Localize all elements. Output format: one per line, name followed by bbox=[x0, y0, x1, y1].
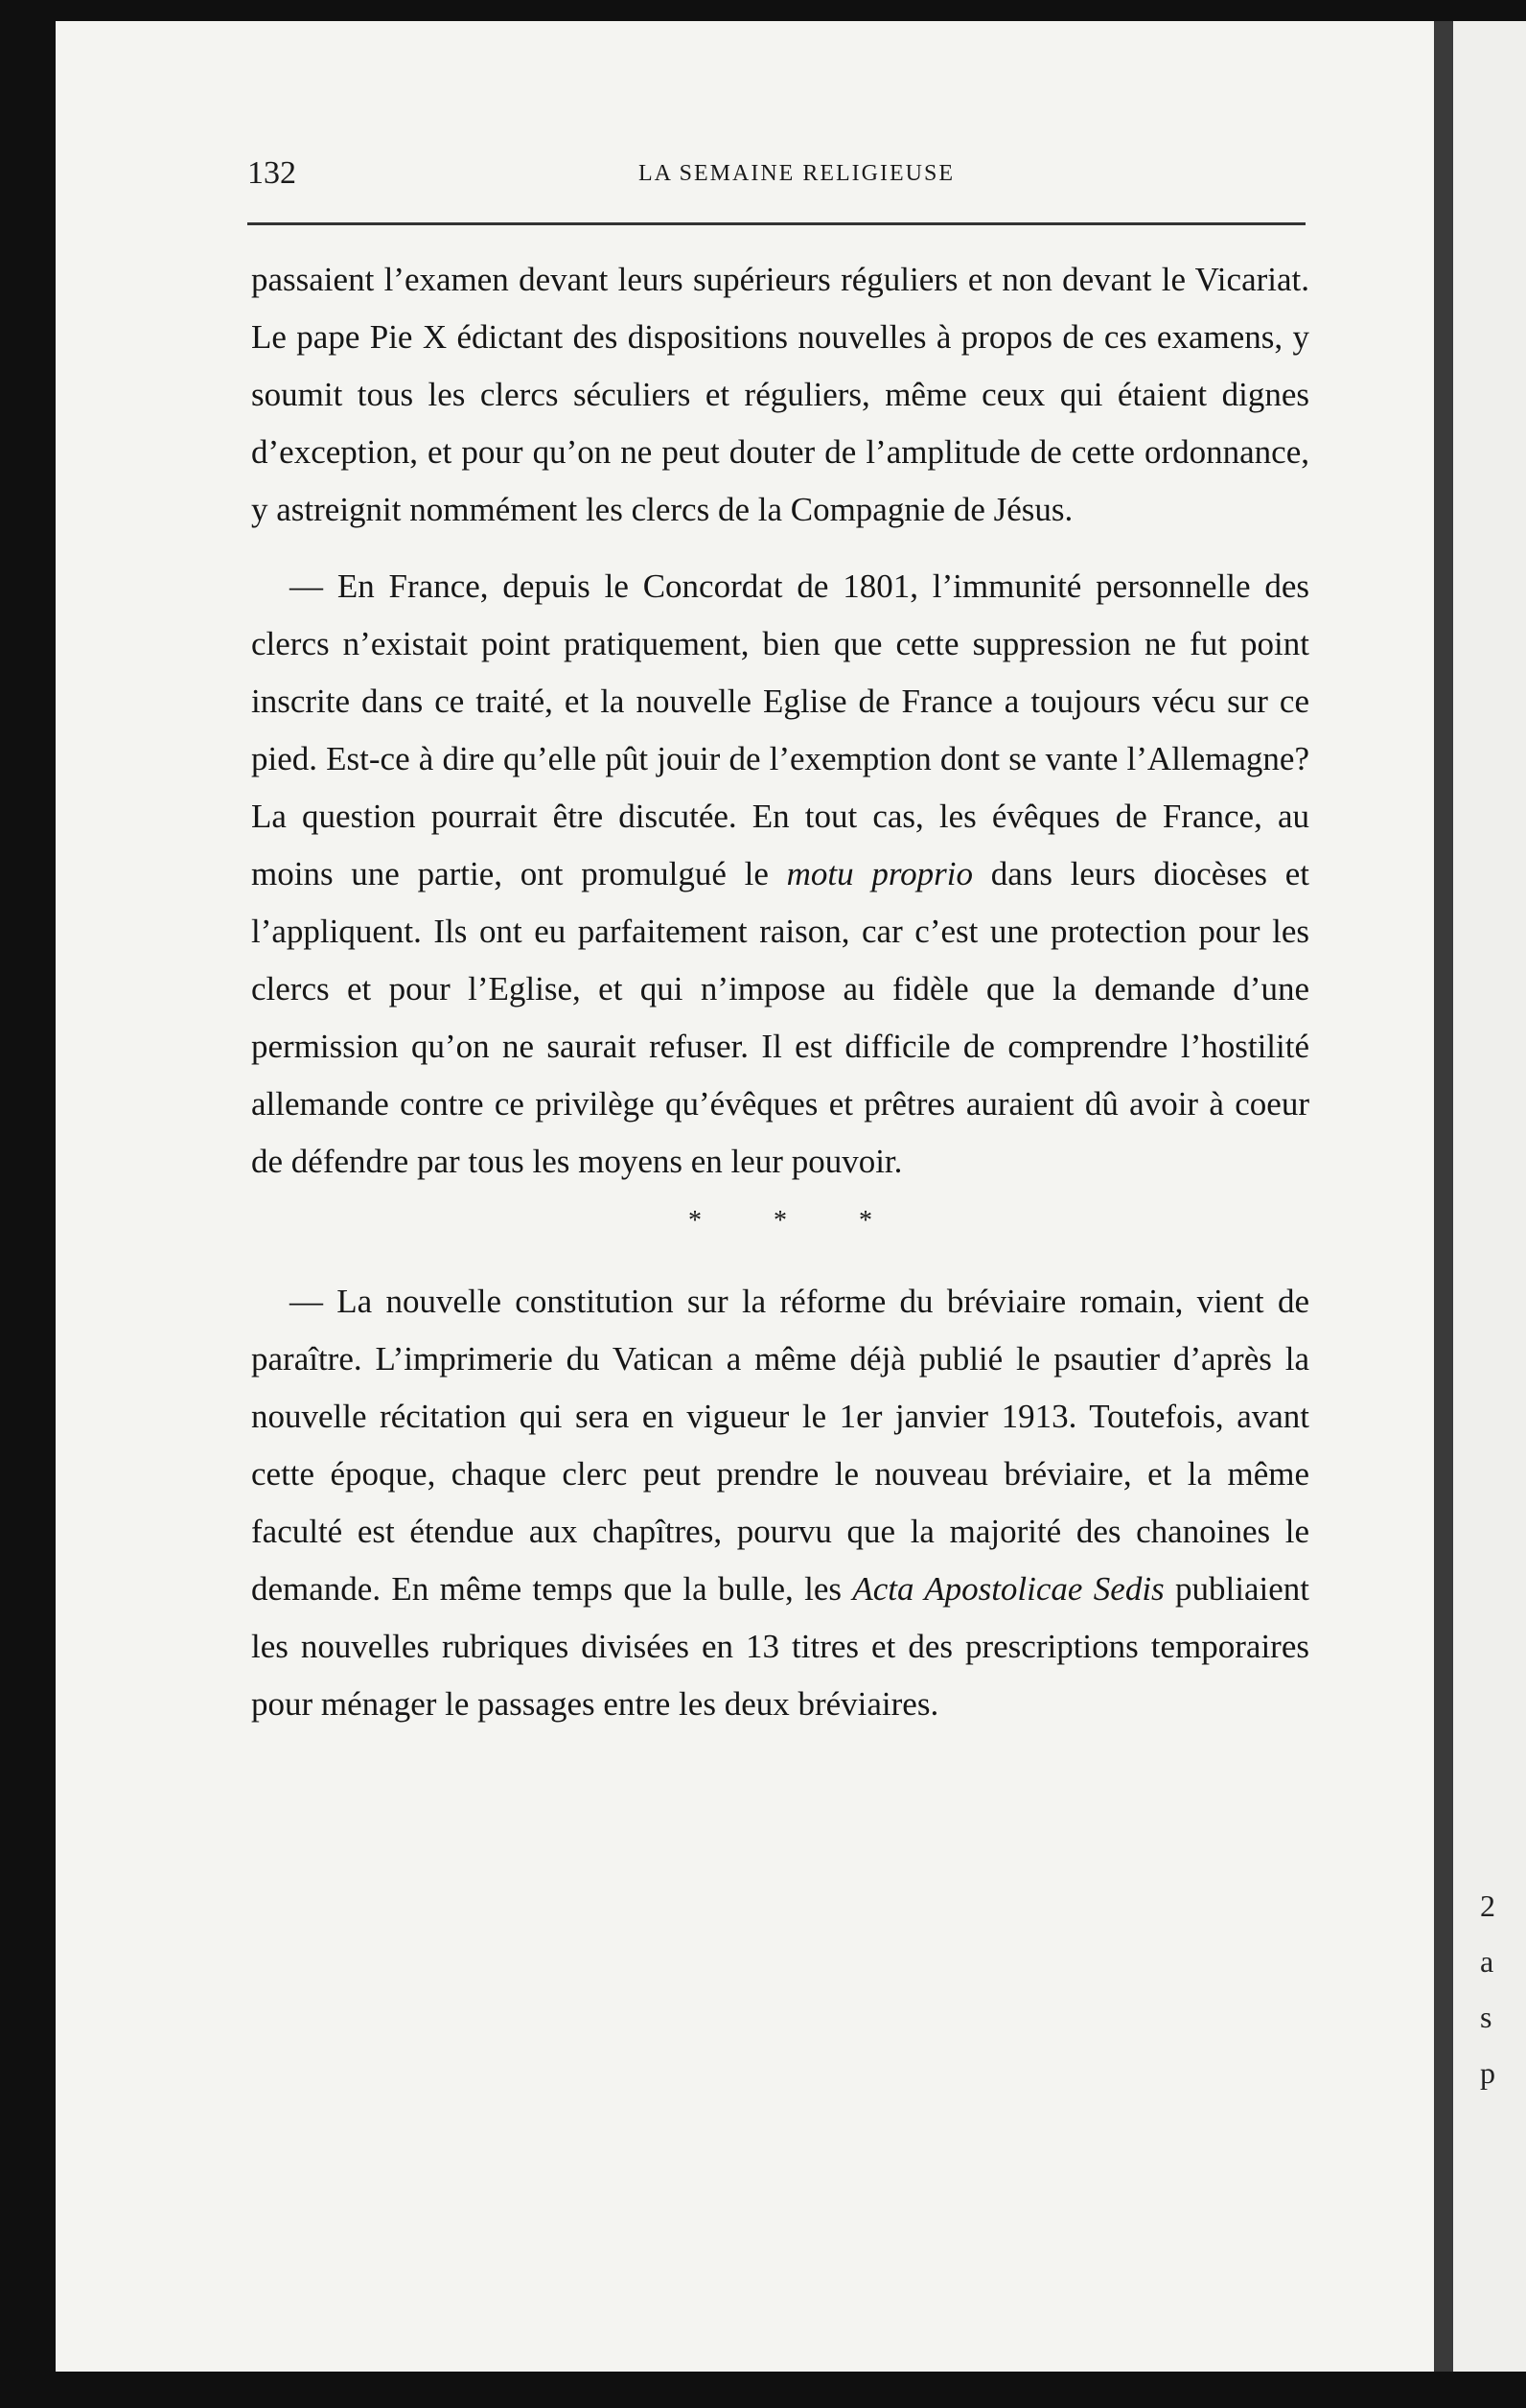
paragraph-text: — La nouvelle constitution sur la réforme du bréviaire romain, vient de paraître. L’imprimerie du Vatican a même déjà publié le psautier d’après la nouvelle récitation qui sera en vigueur le 1er janvier 1913. Toutefois, avant cette époque, chaque clerc peut prendre le nouveau bréviaire, et la même faculté est étendue aux chapîtres, pourvu que la majorité des chanoines le demande. En même temps que la bulle, les bbox=[251, 1283, 1309, 1608]
header-rule bbox=[247, 222, 1306, 225]
adjacent-page-fragment: 2 bbox=[1480, 1888, 1495, 1923]
adjacent-page-fragment: p bbox=[1480, 2055, 1495, 2090]
italic-term: Acta Apostolicae Sedis bbox=[852, 1570, 1165, 1608]
paragraph-text: — En France, depuis le Concordat de 1801, l’immunité personnelle des clercs n’existait point pratiquement, bien que cette suppression ne fut point inscrite dans ce traité, et la nouvelle Eglise de France a toujours vécu sur ce pied. Est-ce à dire qu’elle pût jouir de l’exemption dont se vante l’Allemagne? La question pourrait être discutée. En tout cas, les évêques de France, au moins une partie, ont promulgué le bbox=[251, 567, 1309, 892]
book-spine bbox=[1434, 21, 1453, 2372]
adjacent-page-edge bbox=[1453, 21, 1526, 2372]
page-body bbox=[251, 251, 1309, 1733]
page-number: 132 bbox=[247, 155, 296, 191]
paragraph-breviaire bbox=[251, 1273, 1309, 1733]
adjacent-page-fragment: s bbox=[1480, 2000, 1492, 2034]
running-head: LA SEMAINE RELIGIEUSE bbox=[638, 161, 955, 186]
paragraph-continued: passaient l’examen devant leurs supérieurs réguliers et non devant le Vicariat. Le pape Pie X édictant des dispositions nouvelles à propos de ces examens, y soumit tous les clercs séculiers et réguliers, même ceux qui étaient dignes d’exception, et pour qu’on ne peut douter de l’amplitude de cette ordonnance, y astreignit nommément les clercs de la Compagnie de Jésus. bbox=[251, 261, 1309, 528]
adjacent-page-fragment: a bbox=[1480, 1944, 1494, 1979]
italic-term: motu proprio bbox=[786, 855, 974, 892]
section-separator: * * * bbox=[688, 1206, 905, 1236]
page-header bbox=[247, 155, 1307, 203]
paragraph-text: dans leurs diocèses et l’appliquent. Ils ont eu parfaitement raison, car c’est une protection pour les clercs et pour l’Eglise, et qui n’impose au fidèle que la demande d’une permission qu’on ne saurait refuser. Il est difficile de comprendre l’hostilité allemande contre ce privilège qu’évêques et prêtres auraient dû avoir à coeur de défendre par tous les moyens en leur pouvoir. bbox=[251, 855, 1310, 1180]
paragraph-text: publiaient les nouvelles rubriques divisées en 13 titres et des prescriptions temporaires pour ménager le passages entre les deux bréviaires. bbox=[251, 1570, 1310, 1723]
paragraph-france bbox=[251, 558, 1309, 1191]
